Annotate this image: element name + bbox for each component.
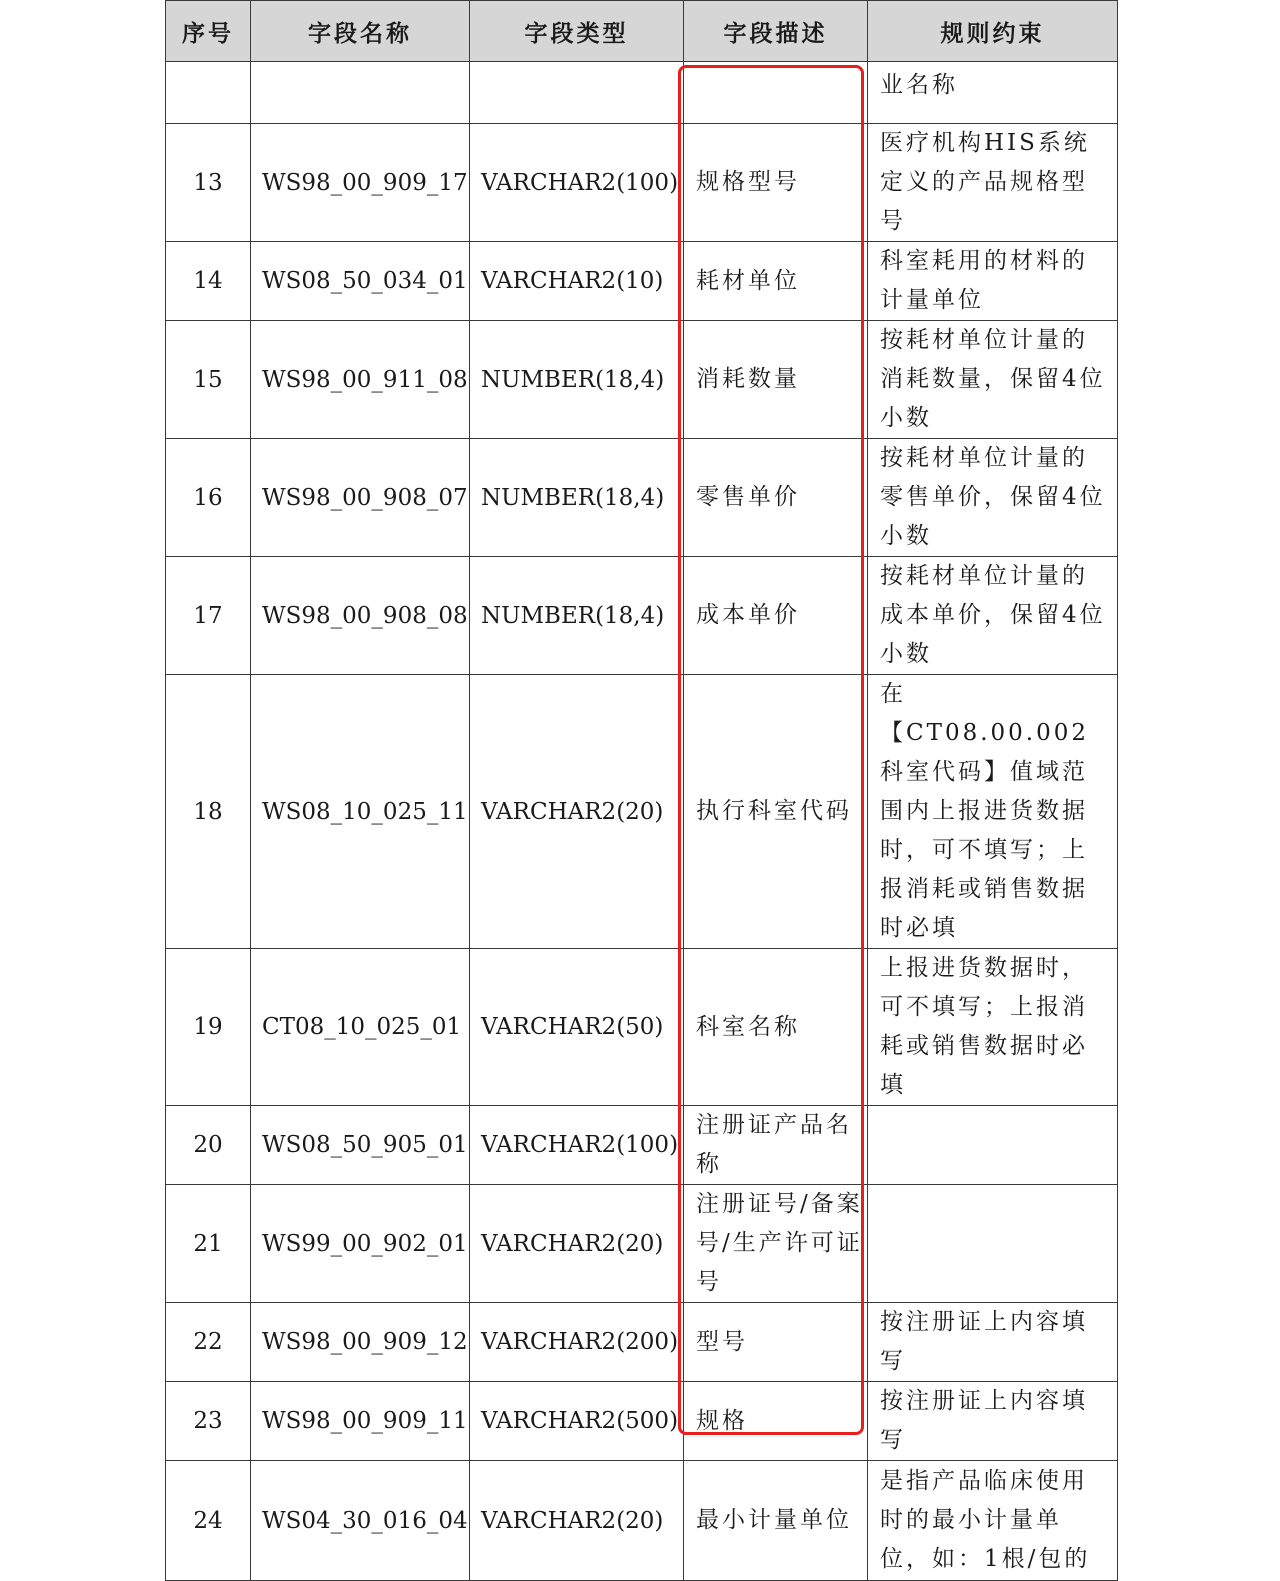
- cell-no: 15: [166, 321, 251, 439]
- cell-desc: [684, 62, 868, 124]
- cell-name: WS08_50_905_01: [251, 1106, 470, 1185]
- header-type: 字段类型: [470, 1, 684, 62]
- cell-no: 20: [166, 1106, 251, 1185]
- header-row: [166, 1, 1118, 62]
- cell-desc: 最小计量单位: [684, 1461, 868, 1581]
- cell-rule: 按耗材单位计量的成本单价，保留4位小数: [868, 557, 1118, 675]
- cell-type: NUMBER(18,4): [470, 321, 684, 439]
- cell-no: 18: [166, 675, 251, 949]
- cell-name: WS98_00_911_08: [251, 321, 470, 439]
- cell-name: [251, 62, 470, 124]
- cell-no: 16: [166, 439, 251, 557]
- cell-desc: 规格型号: [684, 124, 868, 242]
- cell-desc: 注册证产品名称: [684, 1106, 868, 1185]
- table-row: [166, 675, 1118, 949]
- table-row: [166, 321, 1118, 439]
- cell-desc: 执行科室代码: [684, 675, 868, 949]
- table-row: [166, 62, 1118, 124]
- table-row: [166, 1461, 1118, 1581]
- cell-desc: 成本单价: [684, 557, 868, 675]
- cell-desc: 零售单价: [684, 439, 868, 557]
- cell-rule: 业名称: [868, 62, 1118, 124]
- cell-rule: 按耗材单位计量的消耗数量，保留4位小数: [868, 321, 1118, 439]
- cell-desc: 消耗数量: [684, 321, 868, 439]
- cell-rule: 在【CT08.00.002 科室代码】值域范围内上报进货数据时，可不填写；上报消耗或销售数据时必填: [868, 675, 1118, 949]
- cell-type: VARCHAR2(100): [470, 1106, 684, 1185]
- cell-type: NUMBER(18,4): [470, 439, 684, 557]
- cell-rule: 按注册证上内容填写: [868, 1382, 1118, 1461]
- cell-rule: 医疗机构HIS系统定义的产品规格型号: [868, 124, 1118, 242]
- cell-name: WS99_00_902_01: [251, 1185, 470, 1303]
- table-row: [166, 557, 1118, 675]
- cell-rule: [868, 1106, 1118, 1185]
- table-row: [166, 1382, 1118, 1461]
- cell-type: VARCHAR2(200): [470, 1303, 684, 1382]
- cell-name: WS98_00_909_11: [251, 1382, 470, 1461]
- cell-no: 22: [166, 1303, 251, 1382]
- cell-no: [166, 62, 251, 124]
- table-row: [166, 124, 1118, 242]
- cell-type: VARCHAR2(100): [470, 124, 684, 242]
- cell-name: WS08_10_025_11: [251, 675, 470, 949]
- cell-name: CT08_10_025_01: [251, 949, 470, 1106]
- cell-name: WS98_00_908_08: [251, 557, 470, 675]
- cell-no: 23: [166, 1382, 251, 1461]
- cell-no: 24: [166, 1461, 251, 1581]
- cell-desc: 型号: [684, 1303, 868, 1382]
- header-desc: 字段描述: [684, 1, 868, 62]
- cell-type: VARCHAR2(500): [470, 1382, 684, 1461]
- cell-type: VARCHAR2(20): [470, 675, 684, 949]
- cell-name: WS04_30_016_04: [251, 1461, 470, 1581]
- cell-rule: 科室耗用的材料的计量单位: [868, 242, 1118, 321]
- cell-type: VARCHAR2(20): [470, 1185, 684, 1303]
- cell-name: WS08_50_034_01: [251, 242, 470, 321]
- cell-rule: [868, 1185, 1118, 1303]
- cell-name: WS98_00_909_17: [251, 124, 470, 242]
- field-definition-table: [165, 0, 1118, 1581]
- cell-no: 21: [166, 1185, 251, 1303]
- cell-name: WS98_00_908_07: [251, 439, 470, 557]
- cell-type: VARCHAR2(50): [470, 949, 684, 1106]
- cell-type: VARCHAR2(10): [470, 242, 684, 321]
- header-rule: 规则约束: [868, 1, 1118, 62]
- cell-no: 14: [166, 242, 251, 321]
- cell-no: 13: [166, 124, 251, 242]
- header-no: 序号: [166, 1, 251, 62]
- cell-rule: 上报进货数据时，可不填写；上报消耗或销售数据时必填: [868, 949, 1118, 1106]
- table-row: [166, 439, 1118, 557]
- cell-desc: 耗材单位: [684, 242, 868, 321]
- cell-no: 17: [166, 557, 251, 675]
- cell-desc: 注册证号/备案号/生产许可证号: [684, 1185, 868, 1303]
- cell-type: NUMBER(18,4): [470, 557, 684, 675]
- cell-rule: 是指产品临床使用时的最小计量单位，如：1根/包的: [868, 1461, 1118, 1581]
- header-name: 字段名称: [251, 1, 470, 62]
- cell-no: 19: [166, 949, 251, 1106]
- cell-rule: 按耗材单位计量的零售单价，保留4位小数: [868, 439, 1118, 557]
- cell-type: [470, 62, 684, 124]
- cell-type: VARCHAR2(20): [470, 1461, 684, 1581]
- table-row: [166, 242, 1118, 321]
- cell-desc: 科室名称: [684, 949, 868, 1106]
- table-row: [166, 1185, 1118, 1303]
- table-row: [166, 949, 1118, 1106]
- cell-name: WS98_00_909_12: [251, 1303, 470, 1382]
- cell-desc: 规格: [684, 1382, 868, 1461]
- table-row: [166, 1303, 1118, 1382]
- table-row: [166, 1106, 1118, 1185]
- cell-rule: 按注册证上内容填写: [868, 1303, 1118, 1382]
